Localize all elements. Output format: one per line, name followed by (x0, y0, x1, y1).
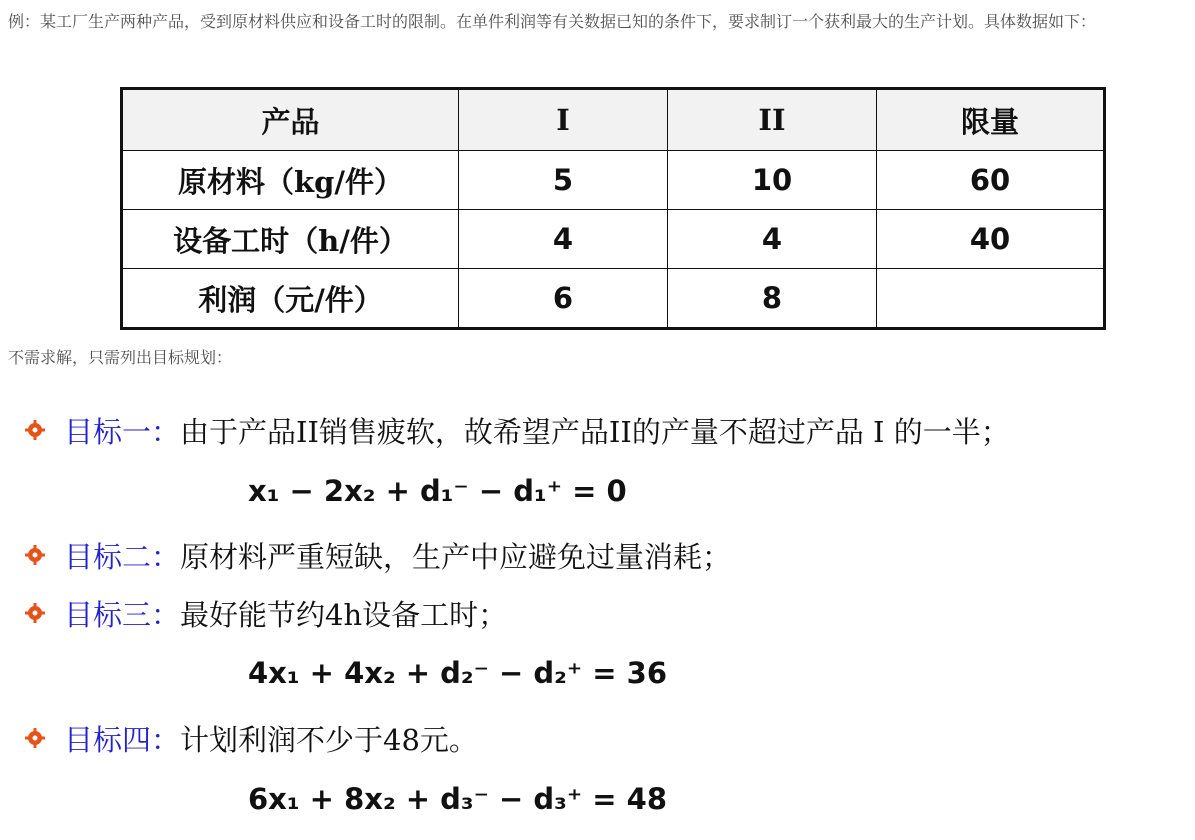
table-row (122, 151, 1105, 210)
table-row (122, 210, 1105, 269)
goal-text: 原材料严重短缺，生产中应避免过量消耗； (180, 539, 732, 574)
goal-text: 由于产品II销售疲软，故希望产品II的产量不超过产品 I 的一半； (180, 414, 1010, 449)
goal-label: 目标一： (64, 414, 181, 449)
table-cell: 10 (668, 151, 877, 210)
table-cell: 设备工时（h/件） (122, 210, 459, 269)
goal-item-1 (24, 410, 1010, 450)
table-cell: 利润（元/件） (122, 269, 459, 329)
table-header-cell: 产品 (122, 89, 459, 151)
goal-item-2 (24, 535, 731, 575)
goal-label: 目标二： (64, 539, 181, 574)
goal-formula-1: x₁ − 2x₂ + d₁⁻ − d₁⁺ = 0 (248, 474, 627, 508)
table-header-row (122, 89, 1105, 151)
table-cell: 40 (877, 210, 1105, 269)
goal-label: 目标三： (64, 597, 181, 632)
table-cell: 5 (459, 151, 668, 210)
goal-text: 最好能节约4h设备工时； (180, 597, 508, 632)
data-table (120, 87, 1106, 330)
table-cell: 原材料（kg/件） (122, 151, 459, 210)
goal-label: 目标四： (64, 722, 181, 757)
table-header-cell: I (459, 89, 668, 151)
intro-paragraph: 例：某工厂生产两种产品，受到原材料供应和设备工时的限制。在单件利润等有关数据已知的条件下，要求制订一个获利最大的生产计划。具体数据如下： (8, 12, 1097, 31)
gear-bullet-icon (24, 544, 46, 566)
gear-bullet-icon (24, 419, 46, 441)
goal-formula-4: 6x₁ + 8x₂ + d₃⁻ − d₃⁺ = 48 (248, 782, 668, 816)
table-cell: 4 (668, 210, 877, 269)
table-cell: 4 (459, 210, 668, 269)
goal-text: 计划利润不少于48元。 (180, 722, 478, 757)
table-row (122, 269, 1105, 329)
table-cell: 6 (459, 269, 668, 329)
table-cell: 8 (668, 269, 877, 329)
gear-bullet-icon (24, 727, 46, 749)
table-header-cell: 限量 (877, 89, 1105, 151)
instruction-note: 不需求解，只需列出目标规划： (8, 348, 233, 367)
goal-item-3 (24, 593, 507, 633)
goal-item-4 (24, 718, 478, 758)
table-cell: 60 (877, 151, 1105, 210)
table-cell (877, 269, 1105, 329)
table-header-cell: II (668, 89, 877, 151)
goal-formula-3: 4x₁ + 4x₂ + d₂⁻ − d₂⁺ = 36 (248, 656, 668, 690)
gear-bullet-icon (24, 602, 46, 624)
